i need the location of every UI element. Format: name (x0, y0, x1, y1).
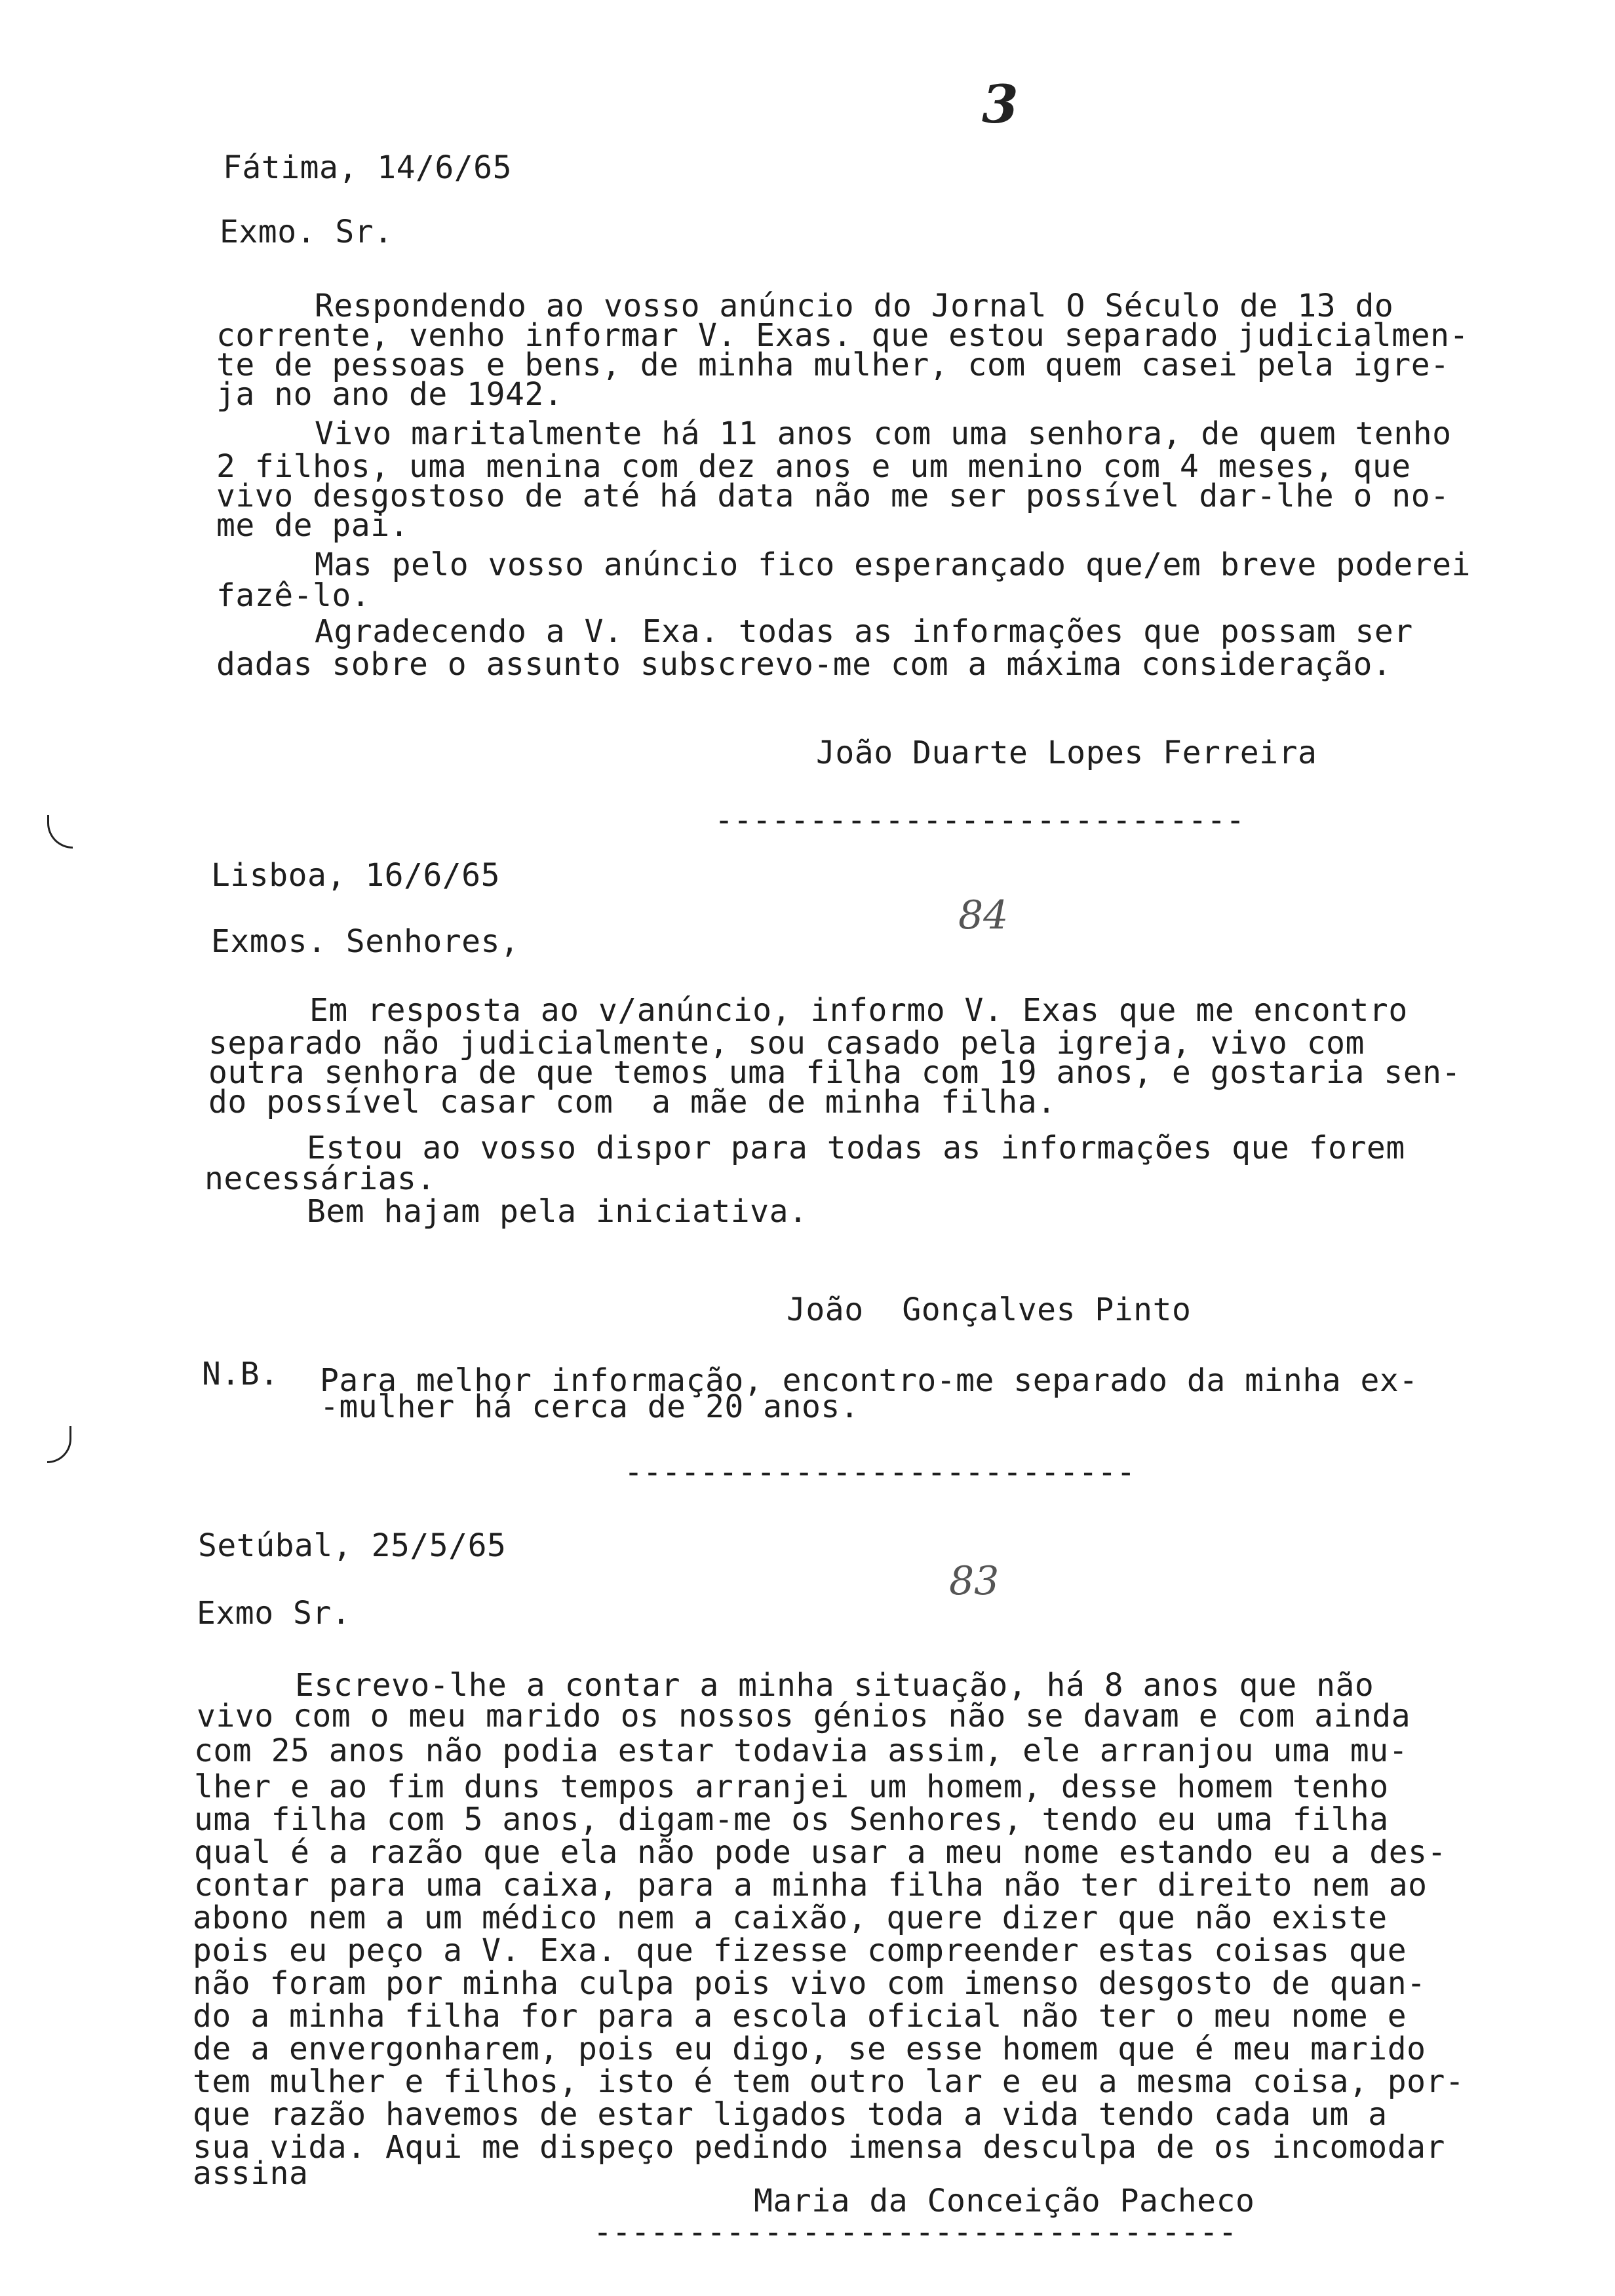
letter1-line: te de pessoas e bens, de minha mulher, com quem casei pela igre- (216, 347, 1450, 383)
letter3-line: abono nem a um médico nem a caixão, quere dizer que não existe (193, 1900, 1388, 1936)
letter2-line: Em resposta ao v/anúncio, informo V. Exas que me encontro (309, 992, 1408, 1029)
letter3-signature: Maria da Conceição Pacheco (754, 2183, 1255, 2219)
letter1-line: Respondendo ao vosso anúncio do Jornal O Século de 13 do (315, 288, 1394, 324)
margin-mark (47, 815, 73, 849)
letter3-line: qual é a razão que ela não pode usar a meu nome estando eu a des- (194, 1834, 1447, 1871)
letter3-line: Escrevo-lhe a contar a minha situação, há 8 anos que não (295, 1667, 1374, 1704)
letter3-line: que razão havemos de estar ligados toda a vida tendo cada um a (193, 2096, 1388, 2133)
letter2-line: separado não judicialmente, sou casado pela igreja, vivo com (208, 1025, 1365, 1062)
letter1-line: Mas pelo vosso anúncio fico esperançado que/em breve poderei (315, 546, 1471, 583)
letter3-place-date: Setúbal, 25/5/65 (198, 1527, 507, 1564)
letter2-signature: João Gonçalves Pinto (787, 1292, 1192, 1328)
letter2-salutation: Exmos. Senhores, (211, 923, 520, 960)
letter1-line: Agradecendo a V. Exa. todas as informações que possam ser (315, 613, 1413, 650)
letter1-line: 2 filhos, uma menina com dez anos e um menino com 4 meses, que (216, 448, 1411, 485)
letter3-line: pois eu peço a V. Exa. que fizesse compreender estas coisas que (193, 1932, 1407, 1969)
letter1-line: corrente, venho informar V. Exas. que estou separado judicialmen- (216, 317, 1469, 354)
letter3-line: sua vida. Aqui me dispeço pedindo imensa desculpa de os incomodar (193, 2129, 1445, 2166)
page-number: 3 (982, 73, 1019, 135)
letter1-line: Vivo maritalmente há 11 anos com uma senhora, de quem tenho (315, 415, 1452, 452)
letter1-place-date: Fátima, 14/6/65 (223, 149, 512, 186)
letter3-line: uma filha com 5 anos, digam-me os Senhores, tendo eu uma filha (194, 1801, 1389, 1838)
letter1-salutation: Exmo. Sr. (220, 214, 393, 250)
letter3-line: assina (193, 2155, 309, 2192)
letter3-separator: ---------------------------------- (593, 2214, 1237, 2251)
letter2-nb-line: Para melhor informação, encontro-me separado da minha ex- (320, 1362, 1418, 1399)
letter3-line: do a minha filha for para a escola oficial não ter o meu nome e (193, 1998, 1407, 2035)
letter1-line: me de pai. (216, 507, 409, 544)
letter3-line: não foram por minha culpa pois vivo com imenso desgosto de quan- (193, 1965, 1426, 2002)
letter1-separator: ---------------------------- (714, 802, 1245, 839)
letter1-line: ja no ano de 1942. (216, 376, 564, 413)
letter2-line: do possível casar com a mãe de minha filha. (208, 1084, 1057, 1120)
letter3-line: vivo com o meu marido os nossos génios não se davam e com ainda (197, 1698, 1411, 1734)
letter1-line: vivo desgostoso de até há data não me ser possível dar-lhe o no- (216, 478, 1450, 514)
letter2-handwritten-number: 84 (958, 892, 1009, 938)
letter2-separator: --------------------------- (624, 1454, 1136, 1491)
letter1-signature: João Duarte Lopes Ferreira (816, 735, 1317, 771)
letter2-nb-line: -mulher há cerca de 20 anos. (320, 1388, 860, 1425)
letter2-line: outra senhora de que temos uma filha com 19 anos, e gostaria sen- (208, 1054, 1461, 1091)
letter3-line: contar para uma caixa, para a minha filha não ter direito nem ao (194, 1867, 1428, 1904)
letter3-line: lher e ao fim duns tempos arranjei um homem, desse homem tenho (194, 1769, 1389, 1805)
letter2-line: Estou ao vosso dispor para todas as informações que forem (307, 1130, 1405, 1166)
margin-mark (47, 1426, 71, 1463)
letter3-handwritten-number: 83 (949, 1558, 1000, 1604)
letter3-salutation: Exmo Sr. (197, 1595, 351, 1632)
letter1-line: dadas sobre o assunto subscrevo-me com a máxima consideração. (216, 646, 1392, 683)
letter2-line: Bem hajam pela iniciativa. (307, 1193, 808, 1230)
letter3-line: de a envergonharem, pois eu digo, se esse homem que é meu marido (193, 2031, 1426, 2067)
letter2-nb-label: N.B. (202, 1356, 279, 1392)
letter3-line: com 25 anos não podia estar todavia assim, ele arranjou uma mu- (194, 1732, 1409, 1769)
letter2-place-date: Lisboa, 16/6/65 (211, 857, 500, 894)
letter2-line: necessárias. (204, 1160, 436, 1197)
letter3-line: tem mulher e filhos, isto é tem outro lar e eu a mesma coisa, por- (193, 2063, 1465, 2100)
letter1-line: fazê-lo. (216, 577, 371, 614)
